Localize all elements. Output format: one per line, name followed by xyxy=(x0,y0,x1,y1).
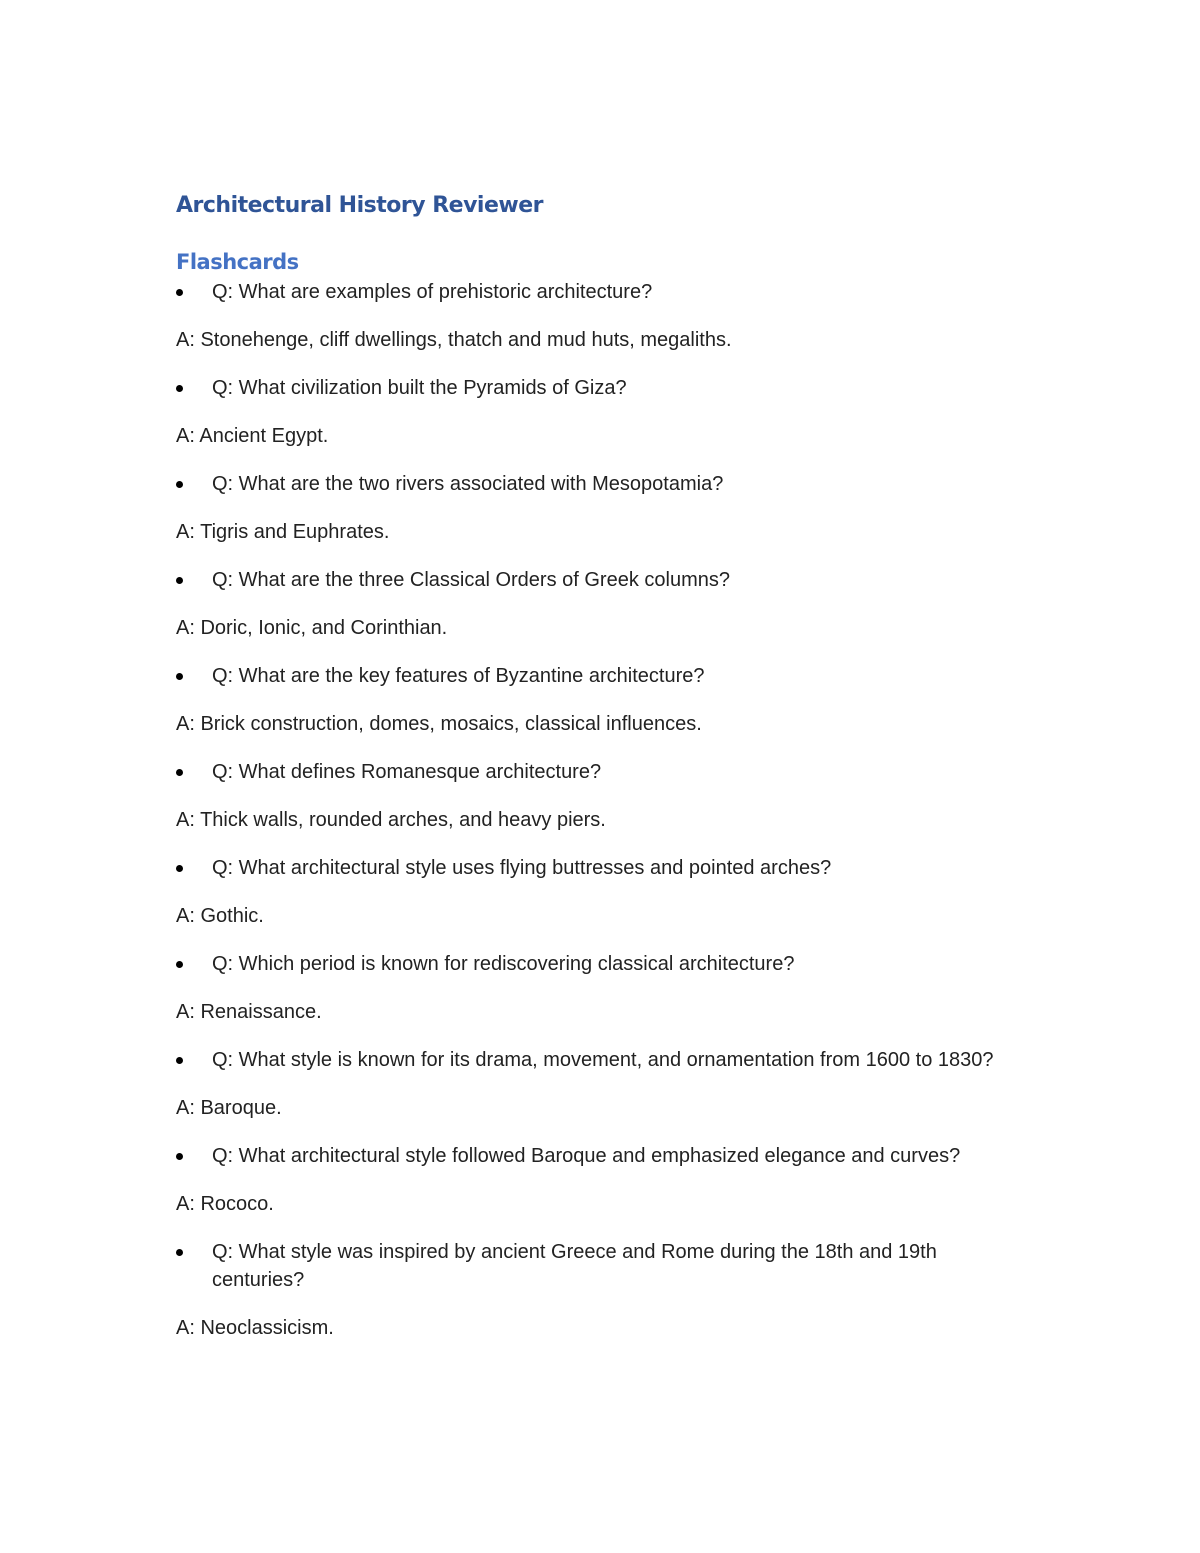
flashcard xyxy=(176,1238,1026,1342)
bullet-dot-icon xyxy=(176,577,183,584)
flashcard-answer: A: Neoclassicism. xyxy=(176,1317,334,1339)
bullet-dot-icon xyxy=(176,673,183,680)
document-body xyxy=(176,190,1026,1342)
flashcard-answer: A: Ancient Egypt. xyxy=(176,425,329,447)
flashcard-question xyxy=(176,662,1026,690)
question-text: Q: What style is known for its drama, movement, and ornamentation from 1600 to 1830? xyxy=(212,1049,994,1071)
flashcard-answer: A: Stonehenge, cliff dwellings, thatch and mud huts, megaliths. xyxy=(176,329,732,351)
flashcard-answer: A: Thick walls, rounded arches, and heavy piers. xyxy=(176,809,606,831)
flashcard-answer: A: Rococo. xyxy=(176,1193,274,1215)
flashcard xyxy=(176,374,1026,450)
document-title: Architectural History Reviewer xyxy=(176,193,543,218)
question-text: Q: What defines Romanesque architecture? xyxy=(212,761,602,783)
question-text: Q: What style was inspired by ancient Greece and Rome during the 18th and 19th centuries? xyxy=(212,1241,937,1291)
flashcard-question xyxy=(176,470,1026,498)
flashcard xyxy=(176,758,1026,834)
question-text: Q: What are the two rivers associated with Mesopotamia? xyxy=(212,473,724,495)
flashcard-question xyxy=(176,854,1026,882)
flashcard xyxy=(176,950,1026,1026)
flashcard xyxy=(176,1046,1026,1122)
flashcard-answer: A: Doric, Ionic, and Corinthian. xyxy=(176,617,448,639)
flashcard-list xyxy=(176,278,1026,1342)
question-text: Q: What architectural style uses flying buttresses and pointed arches? xyxy=(212,857,832,879)
question-text: Q: What architectural style followed Baroque and emphasized elegance and curves? xyxy=(212,1145,961,1167)
flashcard-question xyxy=(176,758,1026,786)
flashcard-question xyxy=(176,566,1026,594)
flashcard xyxy=(176,854,1026,930)
flashcard-answer: A: Baroque. xyxy=(176,1097,282,1119)
flashcard xyxy=(176,1142,1026,1218)
flashcard xyxy=(176,470,1026,546)
question-text: Q: What are examples of prehistoric architecture? xyxy=(212,281,653,303)
bullet-dot-icon xyxy=(176,1153,183,1160)
flashcard-question xyxy=(176,950,1026,978)
bullet-dot-icon xyxy=(176,1249,183,1256)
question-text: Q: Which period is known for rediscovering classical architecture? xyxy=(212,953,795,975)
flashcard-answer: A: Tigris and Euphrates. xyxy=(176,521,390,543)
flashcard-answer: A: Gothic. xyxy=(176,905,264,927)
question-text: Q: What are the key features of Byzantine architecture? xyxy=(212,665,705,687)
flashcard-answer: A: Renaissance. xyxy=(176,1001,322,1023)
bullet-dot-icon xyxy=(176,289,183,296)
flashcard-question xyxy=(176,1046,1026,1074)
flashcard xyxy=(176,662,1026,738)
bullet-dot-icon xyxy=(176,1057,183,1064)
bullet-dot-icon xyxy=(176,865,183,872)
flashcard-answer: A: Brick construction, domes, mosaics, classical influences. xyxy=(176,713,702,735)
flashcard xyxy=(176,278,1026,354)
bullet-dot-icon xyxy=(176,385,183,392)
question-text: Q: What civilization built the Pyramids of Giza? xyxy=(212,377,627,399)
flashcard-question xyxy=(176,278,1026,306)
bullet-dot-icon xyxy=(176,961,183,968)
bullet-dot-icon xyxy=(176,769,183,776)
flashcard-question xyxy=(176,1142,1026,1170)
bullet-dot-icon xyxy=(176,481,183,488)
flashcard xyxy=(176,566,1026,642)
question-text: Q: What are the three Classical Orders of Greek columns? xyxy=(212,569,730,591)
section-heading-flashcards: Flashcards xyxy=(176,250,299,274)
flashcard-question xyxy=(176,1238,1026,1294)
flashcard-question xyxy=(176,374,1026,402)
